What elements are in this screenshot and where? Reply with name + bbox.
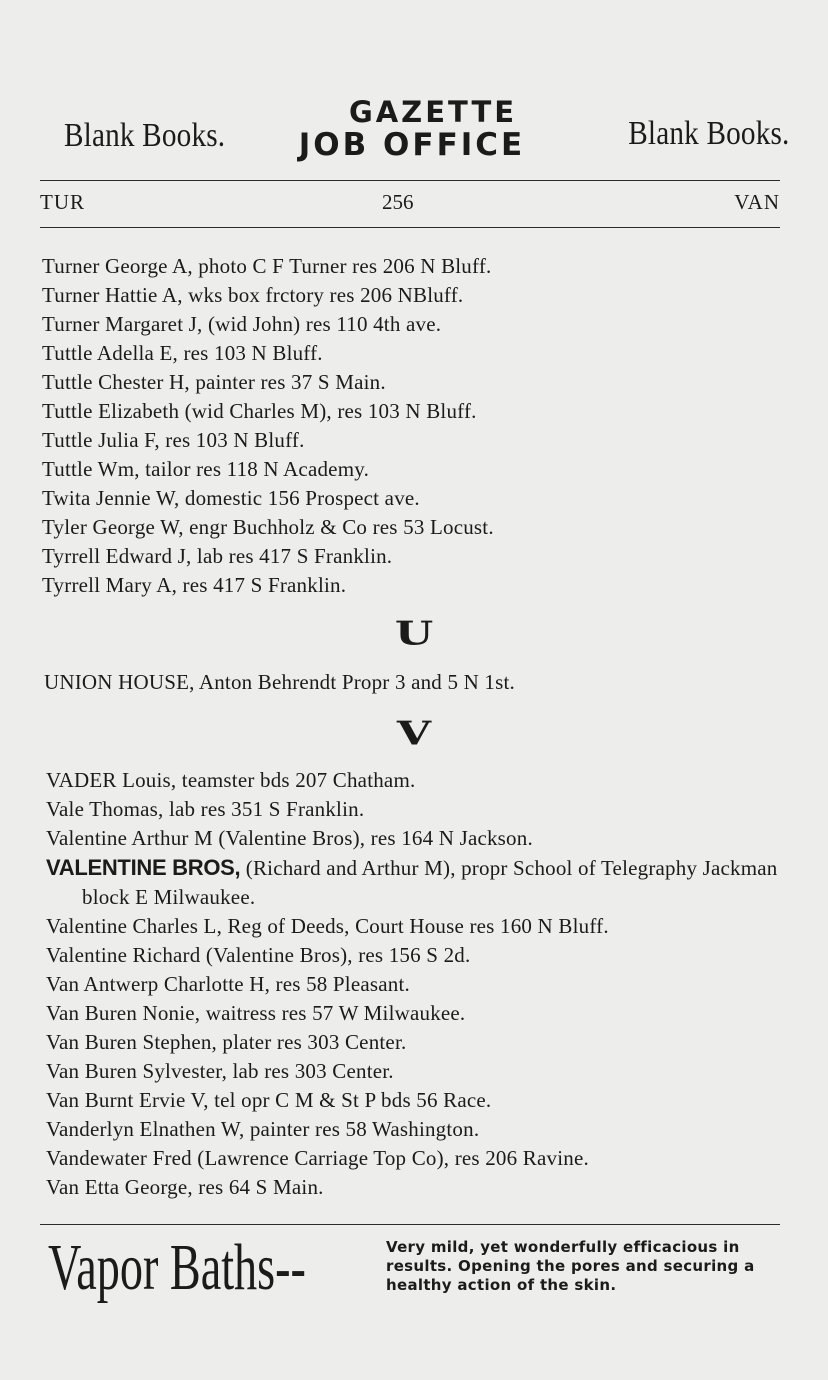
list-item: Valentine Richard (Valentine Bros), res 156 S 2d. <box>46 943 471 967</box>
list-item: Tyrrell Edward J, lab res 417 S Franklin. <box>42 544 393 568</box>
valentine-bros-details: (Richard and Arthur M), propr School of Telegraphy Jackman block E Milwaukee. <box>82 856 778 909</box>
list-item: Valentine Charles L, Reg of Deeds, Court House res 160 N Bluff. <box>46 914 609 938</box>
valentine-bros-name: VALENTINE BROS, <box>46 855 241 880</box>
list-item: Vandewater Fred (Lawrence Carriage Top Co), res 206 Ravine. <box>46 1146 589 1170</box>
list-item: VADER Louis, teamster bds 207 Chatham. <box>46 768 416 792</box>
ad-blank-books-right: Blank Books. <box>628 115 790 152</box>
ad-brand-job-office: JOB OFFICE <box>298 127 526 163</box>
entries-t-list <box>42 252 802 600</box>
list-item: Vanderlyn Elnathen W, painter res 58 Washington. <box>46 1117 480 1141</box>
page-number: 256 <box>382 190 414 214</box>
list-item: Van Buren Nonie, waitress res 57 W Milwaukee. <box>46 1001 466 1025</box>
ad-blank-books-left: Blank Books. <box>64 117 226 154</box>
list-item: Tuttle Wm, tailor res 118 N Academy. <box>42 457 370 481</box>
ad-vapor-baths-headline: Vapor Baths-- <box>48 1231 306 1304</box>
list-item: Van Buren Stephen, plater res 303 Center. <box>46 1030 407 1054</box>
running-head <box>40 190 780 220</box>
list-item: Tuttle Julia F, res 103 N Bluff. <box>42 428 305 452</box>
list-item: Van Antwerp Charlotte H, res 58 Pleasant. <box>46 972 410 996</box>
list-item: Van Burnt Ervie V, tel opr C M & St P bds 56 Race. <box>46 1088 492 1112</box>
footer-rule <box>40 1224 780 1225</box>
header-rule-bottom <box>40 227 780 228</box>
list-item: Turner Margaret J, (wid John) res 110 4th ave. <box>42 312 442 336</box>
list-item: Twita Jennie W, domestic 156 Prospect ave. <box>42 486 420 510</box>
list-item: Valentine Arthur M (Valentine Bros), res 164 N Jackson. <box>46 826 533 850</box>
ad-vapor-baths-tagline: Very mild, yet wonderfully efficacious in results. Opening the pores and securing a healthy action of the skin. <box>386 1238 755 1294</box>
list-item: Turner Hattie A, wks box frctory res 206 NBluff. <box>42 283 464 307</box>
ad-brand-gazette: GAZETTE <box>348 95 518 129</box>
header-rule-top <box>40 180 780 181</box>
entries-v-list <box>46 766 796 1202</box>
list-item: Van Buren Sylvester, lab res 303 Center. <box>46 1059 394 1083</box>
running-head-right: VAN <box>734 190 780 214</box>
list-item: Tyler George W, engr Buchholz & Co res 53 Locust. <box>42 515 494 539</box>
list-item-valentine-bros <box>46 853 796 912</box>
running-head-left: TUR <box>40 190 85 214</box>
list-item: Tuttle Elizabeth (wid Charles M), res 103 N Bluff. <box>42 399 477 423</box>
section-heading-v: V <box>396 714 432 753</box>
header-advertisement <box>40 95 790 175</box>
list-item: Tuttle Chester H, painter res 37 S Main. <box>42 370 386 394</box>
footer-advertisement <box>48 1232 793 1312</box>
list-item: Vale Thomas, lab res 351 S Franklin. <box>46 797 365 821</box>
section-heading-u: U <box>394 614 434 653</box>
list-item: Van Etta George, res 64 S Main. <box>46 1175 324 1199</box>
list-item: Turner George A, photo C F Turner res 206 N Bluff. <box>42 254 492 278</box>
list-item: Tyrrell Mary A, res 417 S Franklin. <box>42 573 347 597</box>
list-item: Tuttle Adella E, res 103 N Bluff. <box>42 341 323 365</box>
list-item-union-house: UNION HOUSE, Anton Behrendt Propr 3 and 5 N 1st. <box>44 670 515 694</box>
